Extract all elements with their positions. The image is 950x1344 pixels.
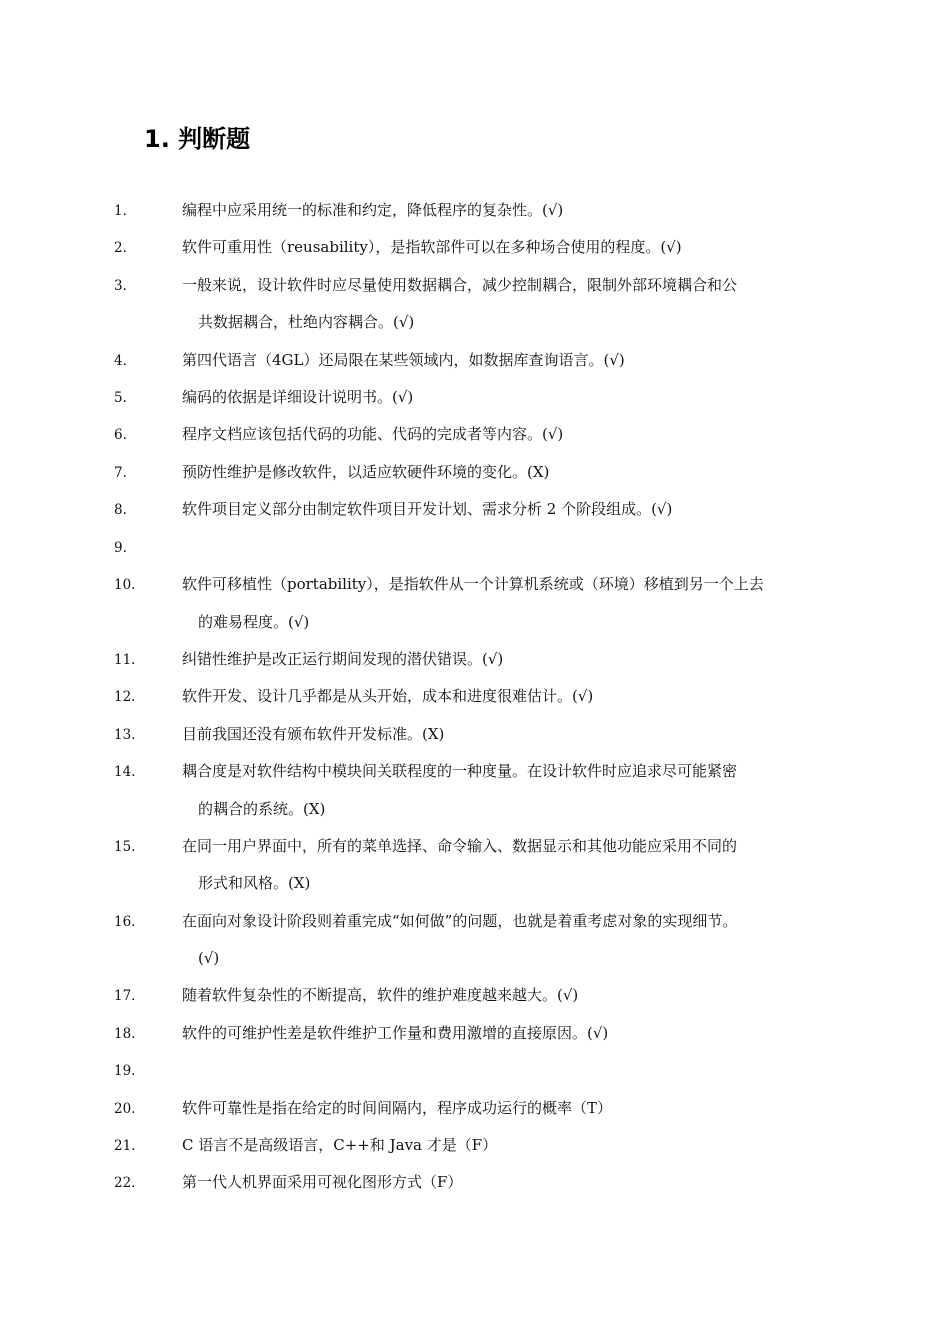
item-text-line: C 语言不是高级语言，C++和 Java 才是（F） xyxy=(182,1136,498,1154)
list-item xyxy=(0,192,950,230)
item-text-line: 软件可重用性（reusability），是指软部件可以在多种场合使用的程度。(√) xyxy=(182,238,682,257)
item-text-line: 软件的可维护性差是软件维护工作量和费用激增的直接原因。(√) xyxy=(182,1023,609,1042)
list-item xyxy=(0,342,950,380)
list-item xyxy=(0,903,950,968)
item-text-line: 编码的依据是详细设计说明书。(√) xyxy=(182,388,414,406)
list-item xyxy=(0,753,950,818)
item-text xyxy=(182,416,822,454)
item-text xyxy=(182,454,822,492)
item-text-line: 随着软件复杂性的不断提高，软件的维护难度越来越大。(√) xyxy=(182,986,579,1005)
item-text xyxy=(182,1164,822,1202)
item-number: 14. xyxy=(114,764,136,780)
list-item xyxy=(0,641,950,679)
list-item xyxy=(0,1052,950,1090)
item-text xyxy=(182,491,822,529)
list-item xyxy=(0,1015,950,1053)
item-text-line: 耦合度是对软件结构中模块间关联程度的一种度量。在设计软件时应追求尽可能紧密 xyxy=(182,762,738,780)
item-text-line: 一般来说，设计软件时应尽量使用数据耦合，减少控制耦合，限制外部环境耦合和公 xyxy=(182,275,738,294)
item-text-line: 第一代人机界面采用可视化图形方式（F） xyxy=(182,1173,463,1192)
list-item xyxy=(0,267,950,332)
list-item xyxy=(0,1090,950,1128)
item-text xyxy=(182,678,822,716)
item-text-line: 软件开发、设计几乎都是从头开始，成本和进度很难估计。(√) xyxy=(182,687,594,706)
item-number: 6. xyxy=(114,427,127,444)
item-number: 15. xyxy=(114,838,136,855)
item-text-continuation: 的耦合的系统。(X) xyxy=(198,799,326,818)
list-item xyxy=(0,716,950,754)
item-number: 11. xyxy=(114,651,136,668)
item-number: 3. xyxy=(114,277,127,294)
item-text-continuation: 的难易程度。(√) xyxy=(198,612,310,631)
list-item xyxy=(0,977,950,1015)
item-text-continuation: 形式和风格。(X) xyxy=(198,874,311,893)
item-text-line: 第四代语言（4GL）还局限在某些领域内，如数据库查询语言。(√) xyxy=(182,350,625,369)
item-text xyxy=(182,641,822,679)
item-text xyxy=(182,1015,822,1053)
list-item xyxy=(0,1164,950,1202)
list-item xyxy=(0,454,950,492)
section-title: 1. 判断题 xyxy=(144,125,251,153)
item-number: 21. xyxy=(114,1138,136,1154)
item-number: 19. xyxy=(114,1063,136,1080)
item-number: 12. xyxy=(114,689,136,706)
item-number: 18. xyxy=(114,1025,136,1042)
item-text-continuation: 共数据耦合，杜绝内容耦合。(√) xyxy=(198,313,415,332)
list-item xyxy=(0,229,950,267)
list-item xyxy=(0,416,950,454)
item-text-line: 程序文档应该包括代码的功能、代码的完成者等内容。(√) xyxy=(182,425,564,444)
item-text-line: 在面向对象设计阶段则着重完成“如何做”的问题，也就是着重考虑对象的实现细节。 xyxy=(182,911,738,930)
item-number: 8. xyxy=(114,502,127,519)
list-item xyxy=(0,491,950,529)
item-text-line: 预防性维护是修改软件，以适应软硬件环境的变化。(X) xyxy=(182,462,550,481)
list-item xyxy=(0,1127,950,1165)
item-text xyxy=(182,1127,822,1165)
item-number: 1. xyxy=(114,203,127,219)
item-number: 22. xyxy=(114,1175,136,1192)
item-number: 20. xyxy=(114,1100,136,1117)
list-item xyxy=(0,379,950,417)
item-text-line: 软件可靠性是指在给定的时间间隔内，程序成功运行的概率（T） xyxy=(182,1098,613,1117)
item-text xyxy=(182,716,822,754)
item-text-line: 在同一用户界面中，所有的菜单选择、命令输入、数据显示和其他功能应采用不同的 xyxy=(182,836,738,855)
list-item xyxy=(0,828,950,893)
item-text-line: 软件项目定义部分由制定软件项目开发计划、需求分析 2 个阶段组成。(√) xyxy=(182,500,673,519)
item-text xyxy=(182,977,822,1015)
item-number: 5. xyxy=(114,390,127,406)
item-text xyxy=(182,903,822,978)
item-number: 7. xyxy=(114,464,127,481)
item-number: 10. xyxy=(114,577,136,593)
item-text xyxy=(182,229,822,267)
item-text xyxy=(182,828,822,903)
item-text-line: 软件可移植性（portability），是指软件从一个计算机系统或（环境）移植到另一个上去 xyxy=(182,575,764,593)
item-text-line: 纠错性维护是改正运行期间发现的潜伏错误。(√) xyxy=(182,649,504,668)
list-item xyxy=(0,678,950,716)
item-text-line: 目前我国还没有颁布软件开发标准。(X) xyxy=(182,724,445,743)
item-number: 13. xyxy=(114,726,136,743)
item-text xyxy=(182,192,822,230)
item-text xyxy=(182,1090,822,1128)
item-text xyxy=(182,566,822,641)
list-item xyxy=(0,529,950,567)
item-text xyxy=(182,753,822,828)
item-text-line: 编程中应采用统一的标准和约定，降低程序的复杂性。(√) xyxy=(182,201,564,219)
item-number: 16. xyxy=(114,913,136,930)
list-item xyxy=(0,566,950,631)
item-number: 17. xyxy=(114,988,136,1005)
item-text-continuation: (√) xyxy=(198,949,220,968)
item-number: 4. xyxy=(114,352,127,369)
item-number: 9. xyxy=(114,539,127,556)
item-text xyxy=(182,342,822,380)
item-number: 2. xyxy=(114,240,127,257)
item-text xyxy=(182,379,822,417)
item-text xyxy=(182,267,822,342)
